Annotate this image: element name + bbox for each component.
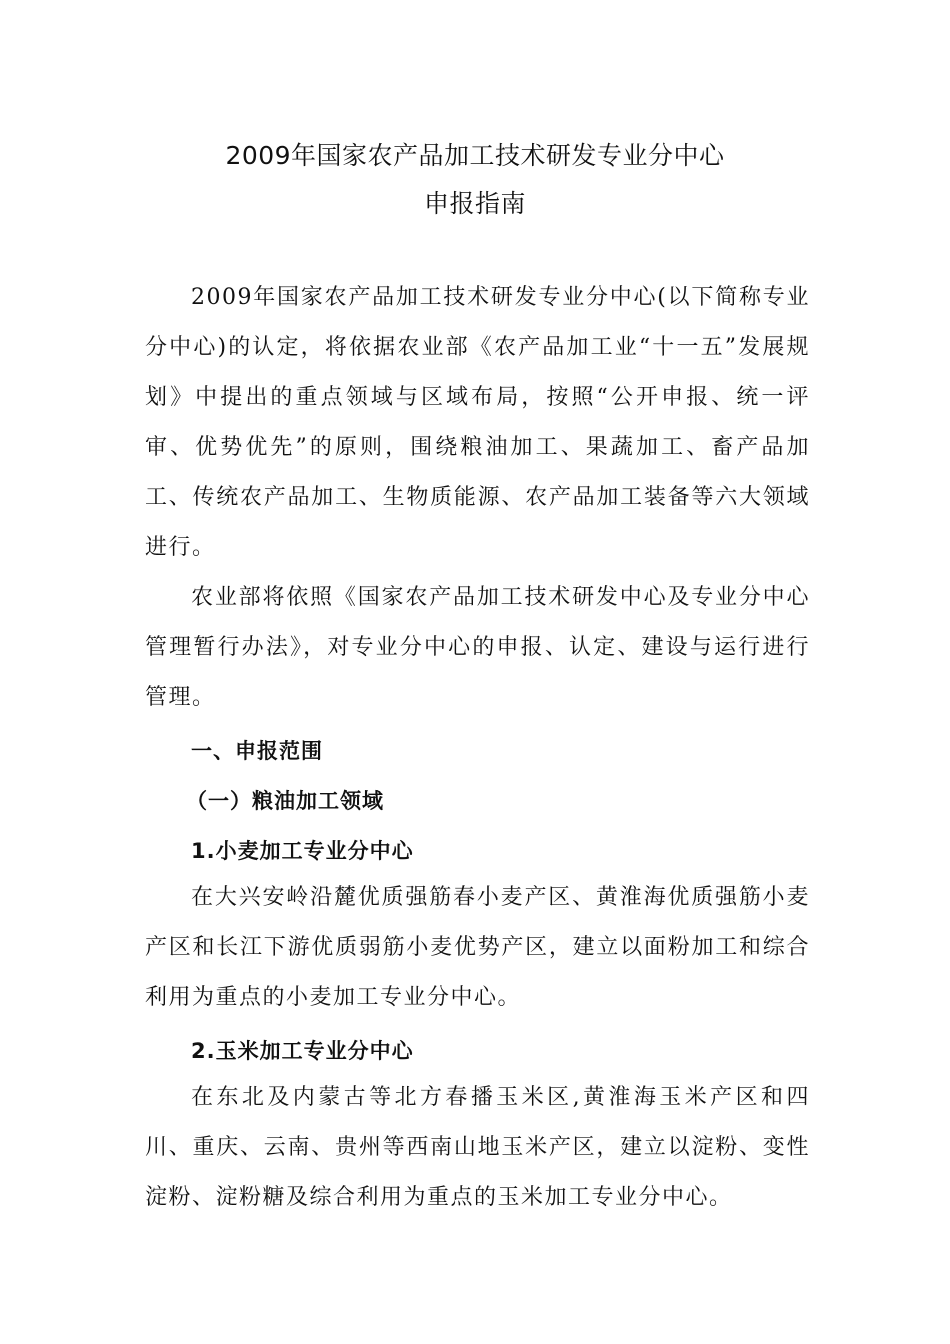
corn-paragraph: 在东北及内蒙古等北方春播玉米区,黄淮海玉米产区和四川、重庆、云南、贵州等西南山地玉米产区，建立以淀粉、变性淀粉、淀粉糖及综合利用为重点的玉米加工专业分中心。	[145, 1085, 810, 1210]
management-paragraph: 农业部将依照《国家农产品加工技术研发中心及专业分中心管理暂行办法》，对专业分中心的申报、认定、建设与运行进行管理。	[145, 585, 810, 710]
intro-paragraph: 2009年国家农产品加工技术研发专业分中心(以下简称专业分中心)的认定，将依据农业部《农产品加工业“十一五”发展规划》中提出的重点领域与区域布局，按照“公开申报、统一评审、优势优先”的原则，围绕粮油加工、果蔬加工、畜产品加工、传统农产品加工、生物质能源、农产品加工装备等六大领域进行。	[145, 285, 810, 560]
item-heading-corn: 2.玉米加工专业分中心	[191, 1039, 414, 1063]
document-subtitle: 申报指南	[423, 189, 526, 218]
section-heading-scope: 一、申报范围	[191, 739, 323, 763]
subsection-heading-grain-oil: （一）粮油加工领域	[186, 789, 384, 813]
item-heading-wheat: 1.小麦加工专业分中心	[191, 839, 414, 863]
wheat-paragraph: 在大兴安岭沿麓优质强筋春小麦产区、黄淮海优质强筋小麦产区和长江下游优质弱筋小麦优势产区，建立以面粉加工和综合利用为重点的小麦加工专业分中心。	[145, 885, 810, 1010]
document-title: 2009年国家农产品加工技术研发专业分中心	[225, 141, 725, 170]
